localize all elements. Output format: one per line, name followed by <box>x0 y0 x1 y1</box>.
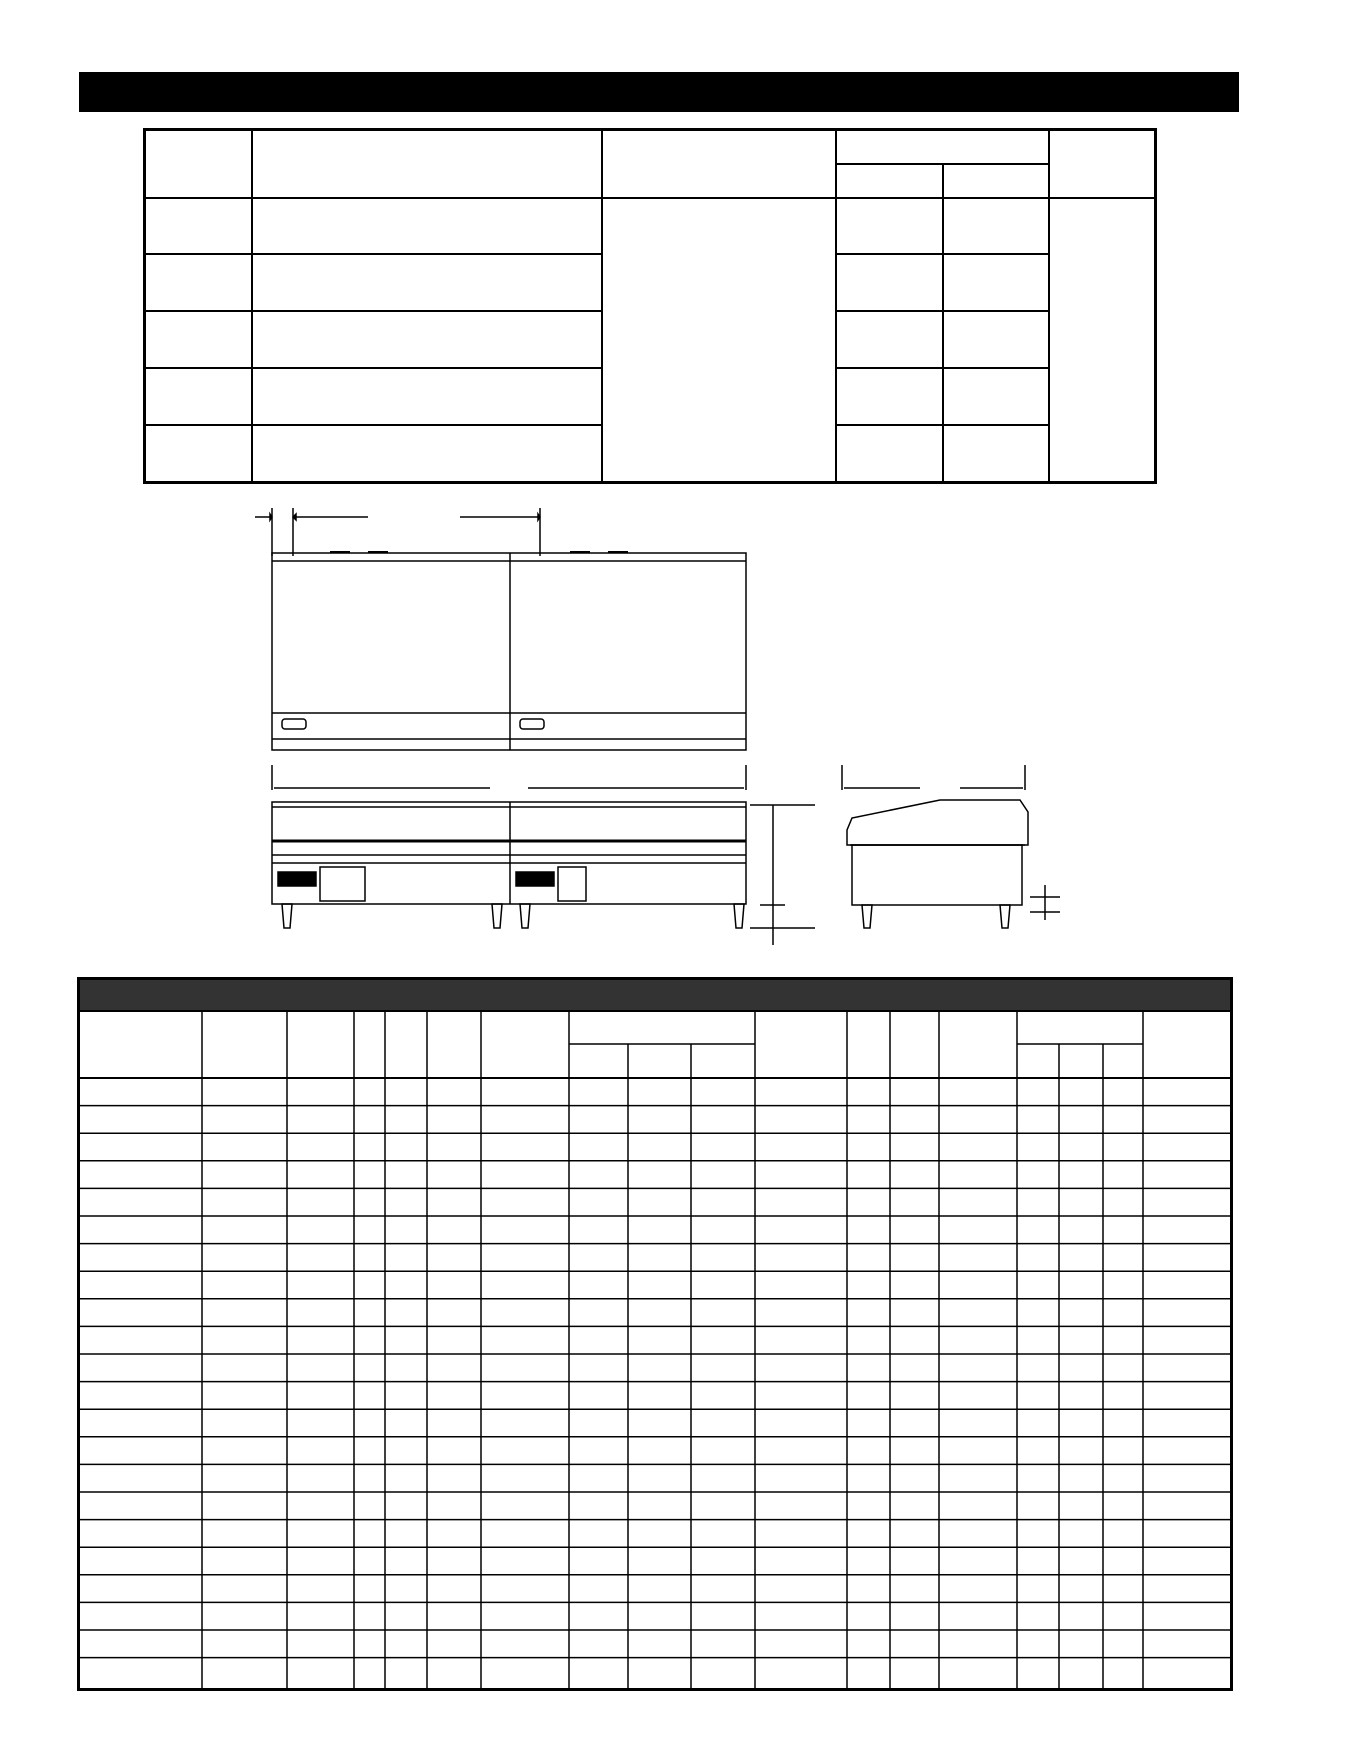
foot-dimension <box>1030 885 1060 920</box>
height-dimension <box>750 805 815 945</box>
brand-badge-right <box>516 872 554 886</box>
front-view <box>272 802 746 928</box>
width-dimension <box>272 765 746 790</box>
drawing-svg <box>240 500 1100 950</box>
spec-table-border <box>145 130 1156 483</box>
plan-view <box>272 552 746 750</box>
technical-drawing <box>240 500 1100 950</box>
spec-table-grid <box>143 128 1157 484</box>
electrical-table <box>77 977 1233 1691</box>
knob-slot-right <box>520 719 544 729</box>
electrical-table-title-bar <box>77 977 1233 1011</box>
side-view <box>842 765 1028 928</box>
brand-badge-left <box>278 872 316 886</box>
electrical-table-grid <box>77 977 1233 1691</box>
knob-slot-left <box>282 719 306 729</box>
top-dimension <box>255 508 540 556</box>
spec-table <box>143 128 1157 484</box>
header-title-bar <box>79 72 1239 112</box>
